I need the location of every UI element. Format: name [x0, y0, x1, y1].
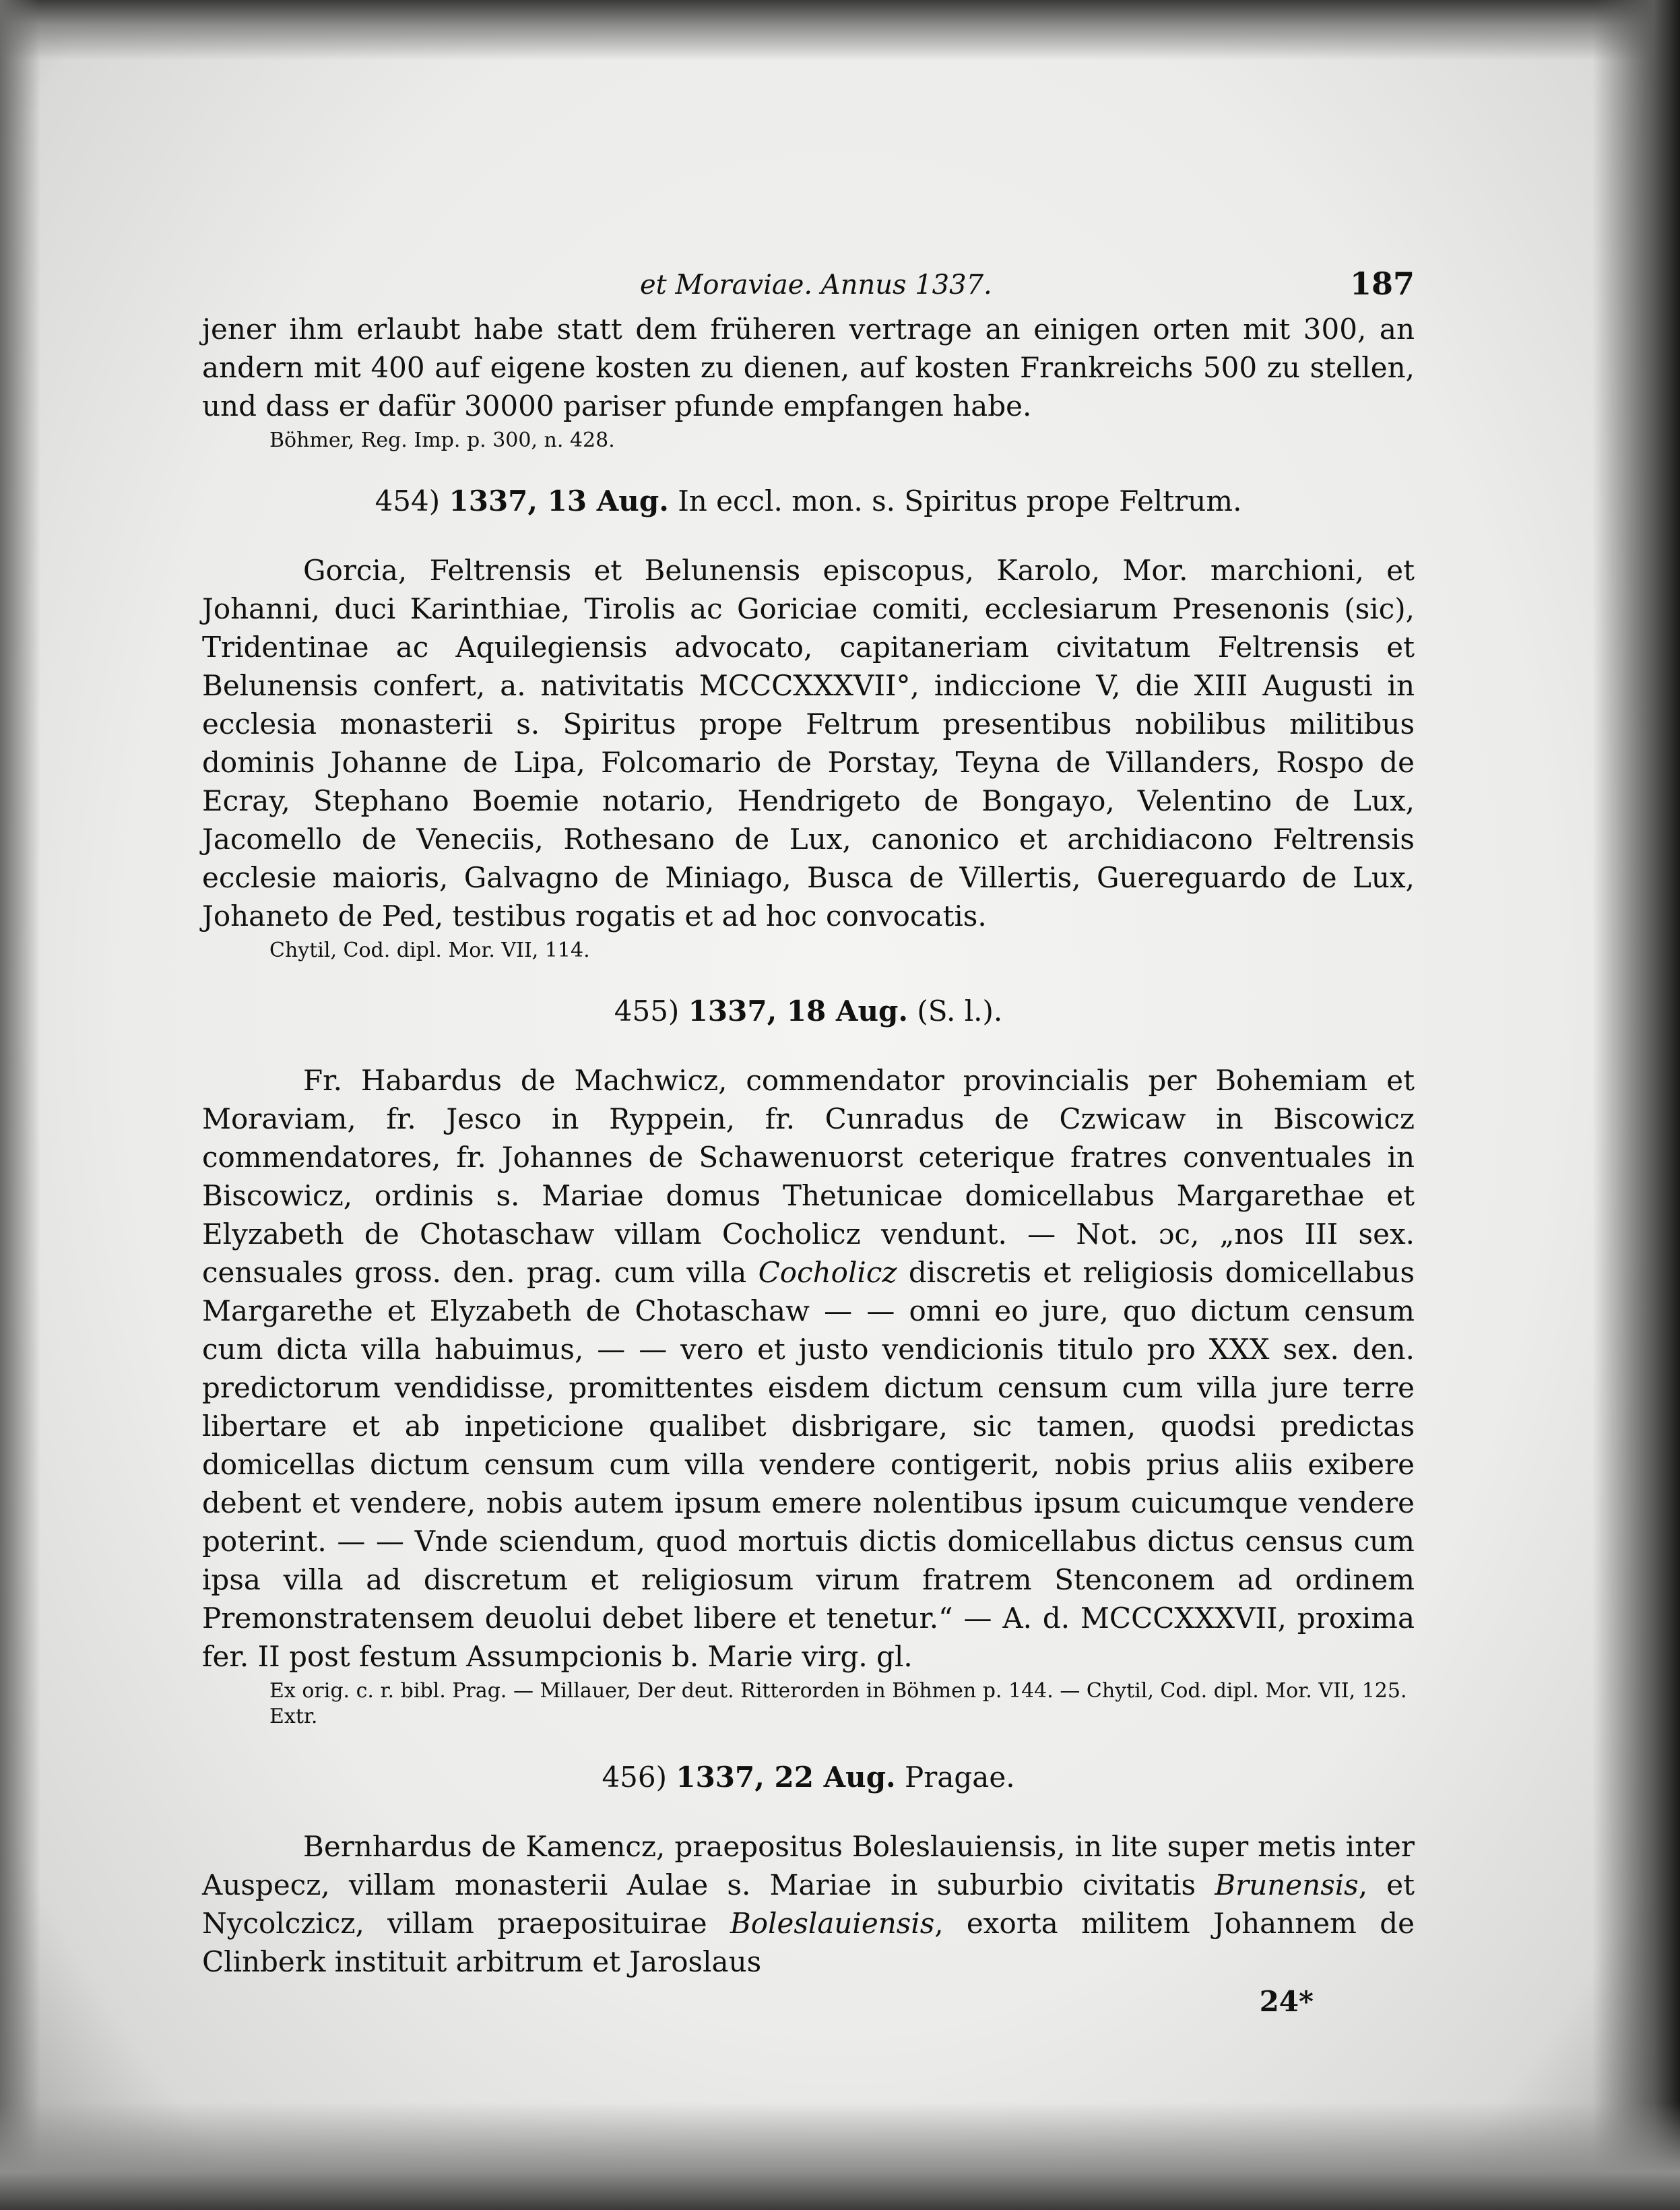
entry-455-number: 455) — [614, 995, 680, 1028]
entry-455-text-a: Fr. Habardus de Machwicz, commendator provincialis per Bohemiam et Moraviam, fr. Jesco in Ryppein, fr. Cunradus de Czwicaw in Biscowicz commendatores, fr. Johannes de Schawenuorst ceterique fratres conventuales in Biscowicz, ordinis s. Mariae domus Thetunicae domicellabus Margarethae et Elyzabeth de Chotaschaw villam Cocholicz vendunt. — Not. ɔc, „nos III sex. censuales gross. den. prag. cum villa — [202, 1064, 1415, 1289]
entry-455-place: (S. l.). — [917, 995, 1003, 1028]
entry-455-text — [202, 1061, 1415, 1676]
running-title: et Moraviae. Annus 1337. — [640, 270, 992, 301]
entry-455-text-italic: Cocholicz — [758, 1256, 897, 1289]
entry-456-text-a: Bernhardus de Kamencz, praepositus Boleslauiensis, in lite super metis inter Auspecz, villam monasterii Aulae s. Mariae in suburbio civitatis — [202, 1830, 1415, 1901]
page-text-block — [202, 263, 1415, 2018]
entry-456-text-b: , et Nycolczicz, villam praeposituirae — [202, 1868, 1415, 1940]
entry-455-heading — [202, 995, 1415, 1028]
scan-shadow-bottom — [0, 2102, 1680, 2210]
page-number: 187 — [1349, 265, 1415, 302]
entry-454-date: 1337, 13 Aug. — [449, 484, 669, 517]
entry-454-text: Gorcia, Feltrensis et Belunensis episcopus, Karolo, Mor. marchioni, et Johanni, duci Karinthiae, Tirolis ac Goriciae comiti, ecclesiarum Presenonis (sic), Tridentinae ac Aquilegiensis advocato, capitaneriam civitatum Feltrensis et Belunensis confert, a. nativitatis MCCCXXXVII°, indiccione V, die XIII Augusti in ecclesia monasterii s. Spiritus prope Feltrum presentibus nobilibus militibus dominis Johanne de Lipa, Folcomario de Porstay, Teyna de Villanders, Rospo de Ecray, Stephano Boemie notario, Hendrigeto de Bongayo, Velentino de Lux, Jacomello de Veneciis, Rothesano de Lux, canonico et archidiacono Feltrensis ecclesie maioris, Galvagno de Miniago, Busca de Villertis, Guereguardo de Lux, Johaneto de Ped, testibus rogatis et ad hoc convocatis. — [202, 554, 1415, 933]
entry-456-text — [202, 1827, 1415, 1981]
entry-456-number: 456) — [602, 1761, 667, 1794]
entry-455-text-b: discretis et religiosis domicellabus Margarethe et Elyzabeth de Chotaschaw — — omni eo jure, quo dictum censum cum dicta villa habuimus, — — vero et justo vendicionis titulo pro XXX sex. den. predictorum vendidisse, promittentes eisdem dictum censum cum villa jure terre libertare et ab inpeticione qualibet disbrigare, sic tamen, quodsi predictas domicellas dictum censum cum villa vendere contigerit, nobis prius aliis exibere debent et vendere, nobis autem ipsum emere nolentibus ipsum cuicumque vendere poterint. — — Vnde sciendum, quod mortuis dictis domicellabus dictus census cum ipsa villa ad discretum et religiosum virum fratrem Stenconem ad ordinem Premonstratensem deuolui debet libere et tenetur.“ — A. d. MCCCXXXVII, proxima fer. II post festum Assumpcionis b. Marie virg. gl. — [202, 1256, 1415, 1673]
entry-455-date: 1337, 18 Aug. — [688, 995, 908, 1028]
entry-454-number: 454) — [375, 484, 441, 517]
scan-shadow-top — [0, 0, 1680, 61]
scan-shadow-right — [1592, 0, 1680, 2210]
entry-456-text-c: , exorta militem Johannem de Clinberk instituit arbitrum et Jaroslaus — [202, 1907, 1415, 1978]
entry-456-text-italic-2: Boleslauiensis — [730, 1907, 935, 1940]
entry-456-heading — [202, 1761, 1415, 1794]
entry-454-reference: Chytil, Cod. dipl. Mor. VII, 114. — [269, 939, 590, 962]
page-header — [202, 263, 1415, 310]
entry-454-place: In eccl. mon. s. Spiritus prope Feltrum. — [678, 484, 1242, 517]
entry-456-place: Pragae. — [905, 1761, 1015, 1794]
signature-mark: 24* — [1259, 1985, 1314, 2018]
continuation-reference: Böhmer, Reg. Imp. p. 300, n. 428. — [269, 429, 615, 452]
entry-456-date: 1337, 22 Aug. — [676, 1761, 896, 1794]
entry-454-heading — [202, 484, 1415, 517]
scan-shadow-left — [0, 0, 40, 2210]
continuation-paragraph: jener ihm erlaubt habe statt dem früheren vertrage an einigen orten mit 300, an andern mit 400 auf eigene kosten zu dienen, auf kosten Frankreichs 500 zu stellen, und dass er dafür 30000 pariser pfunde empfangen habe. — [202, 313, 1415, 422]
entry-455-reference: Ex orig. c. r. bibl. Prag. — Millauer, Der deut. Ritterorden in Böhmen p. 144. — Chytil, Cod. dipl. Mor. VII, 125. Extr. — [269, 1679, 1407, 1728]
entry-456-text-italic-1: Brunensis — [1215, 1868, 1359, 1901]
